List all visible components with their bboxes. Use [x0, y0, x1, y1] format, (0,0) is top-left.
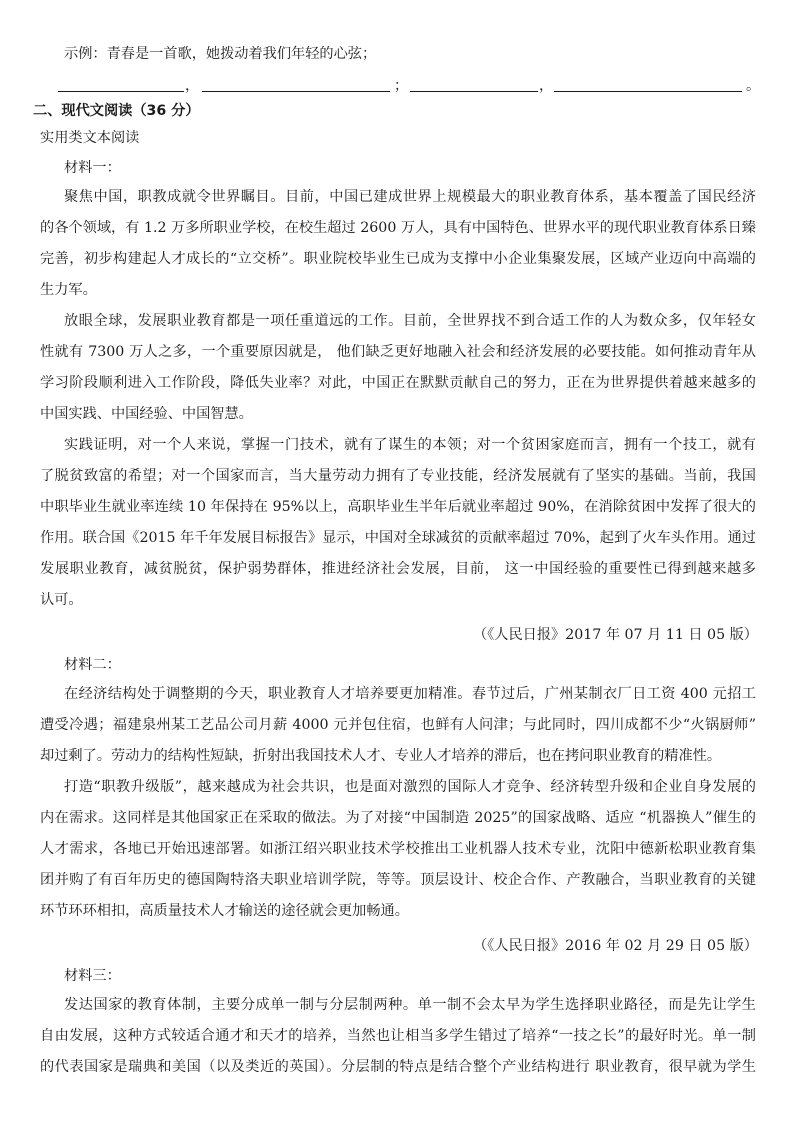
answer-blank-2[interactable]	[202, 91, 390, 92]
blank-punct: ；	[394, 78, 409, 94]
section-heading: 二、现代文阅读（36 分）	[33, 103, 200, 119]
blank-punct: 。	[746, 78, 761, 94]
paragraph-line: 了脱贫致富的希望；对一个国家而言，当大量劳动力拥有了专业技能，经济发展就有了坚实的基础。当前，我国	[40, 468, 756, 484]
material-label: 材料三：	[64, 968, 121, 984]
source-citation: （《人民日报》2016 年 02 月 29 日 05 版）	[473, 938, 758, 954]
paragraph-line: 环节环环相扣，高质量技术人才输送的途径就会更加畅通。	[40, 903, 409, 919]
paragraph-line: 聚焦中国，职教成就令世界瞩目。目前，中国已建成世界上规模最大的职业教育体系，基本覆盖了国民经济	[64, 189, 756, 205]
answer-blank-3[interactable]	[410, 91, 538, 92]
paragraph-line: 打造“职教升级版”，越来越成为社会共识，也是面对激烈的国际人才竞争、经济转型升级和企业自身发展的	[64, 779, 756, 795]
blank-punct: ，	[185, 78, 200, 94]
paragraph-line: 完善，初步构建起人才成长的“立交桥”。职业院校毕业生已成为支撑中小企业集聚发展，区域产业迈向中高端的	[40, 251, 756, 267]
paragraph-line: 在经济结构处于调整期的今天，职业教育人才培养要更加精准。春节过后，广州某制衣厂日工资 400 元招工	[64, 686, 756, 702]
paragraph-line: 认可。	[40, 592, 83, 608]
section-subheading: 实用类文本阅读	[40, 130, 140, 146]
blank-punct: ，	[539, 78, 554, 94]
answer-blank-1[interactable]	[58, 91, 184, 92]
answer-blank-4[interactable]	[554, 91, 742, 92]
paragraph-line: 却过剩了。劳动力的结构性短缺，折射出我国技术人才、专业人才培养的滞后，也在拷问职业教育的精准性。	[40, 748, 722, 764]
example-line: 示例：青春是一首歌，她拨动着我们年轻的心弦；	[64, 46, 377, 62]
paragraph-line: 中国实践、中国经验、中国智慧。	[40, 406, 253, 422]
paragraph-line: 放眼全球，发展职业教育都是一项任重道远的工作。目前，全世界找不到合适工作的人为数众多，仅年轻女	[64, 313, 756, 329]
paragraph-line: 发达国家的教育体制，主要分成单一制与分层制两种。单一制不会太早为学生选择职业路径，而是先让学生	[64, 997, 756, 1013]
paragraph-line: 发展职业教育，减贫脱贫，保护弱势群体，推进经济社会发展，目前， 这一中国经验的重要性已得到越来越多	[40, 561, 756, 577]
paragraph-line: 实践证明，对一个人来说，掌握一门技术，就有了谋生的本领；对一个贫困家庭而言，拥有一个技工，就有	[64, 437, 756, 453]
paragraph-line: 学习阶段顺利进入工作阶段，降低失业率？对此，中国正在默默贡献自己的努力，正在为世界提供着越来越多的	[40, 375, 756, 391]
paragraph-line: 的代表国家是瑞典和美国（以及类近的英国）。分层制的特点是结合整个产业结构进行 职业教育，很早就为学生	[40, 1059, 756, 1075]
paragraph-line: 团并购了有百年历史的德国陶特洛夫职业培训学院，等等。顶层设计、校企合作、产教融合，当职业教育的关键	[40, 872, 756, 888]
paragraph-line: 人才需求，各地已开始迅速部署。如浙江绍兴职业技术学校推出工业机器人技术专业，沈阳中德新松职业教育集	[40, 841, 756, 857]
paragraph-line: 中职毕业生就业率连续 10 年保持在 95%以上，高职毕业生半年后就业率超过 90%，在消除贫困中发挥了很大的	[40, 499, 756, 515]
source-citation: （《人民日报》2017 年 07 月 11 日 05 版）	[473, 627, 758, 643]
answer-blanks	[58, 76, 768, 96]
paragraph-line: 自由发展，这种方式较适合通才和天才的培养，当然也让相当多学生错过了培养“一技之长”的最好时光。单一制	[40, 1028, 756, 1044]
material-label: 材料二：	[64, 657, 121, 673]
paragraph-line: 的各个领域，有 1.2 万多所职业学校，在校生超过 2600 万人，具有中国特色、世界水平的现代职业教育体系日臻	[40, 220, 756, 236]
paragraph-line: 遭受冷遇；福建泉州某工艺品公司月薪 4000 元并包住宿，也鲜有人问津；与此同时，四川成都不少“火锅厨师”	[40, 717, 756, 733]
paragraph-line: 内在需求。这同样是其他国家正在采取的做法。为了对接“中国制造 2025”的国家战略、适应 “机器换人”催生的	[40, 810, 756, 826]
paragraph-line: 性就有 7300 万人之多，一个重要原因就是， 他们缺乏更好地融入社会和经济发展的必要技能。如何推动青年从	[40, 344, 756, 360]
paragraph-line: 生力军。	[40, 282, 97, 298]
paragraph-line: 作用。联合国《2015 年千年发展目标报告》显示，中国对全球减贫的贡献率超过 70%，起到了火车头作用。通过	[40, 530, 756, 546]
material-label: 材料一：	[64, 160, 121, 176]
